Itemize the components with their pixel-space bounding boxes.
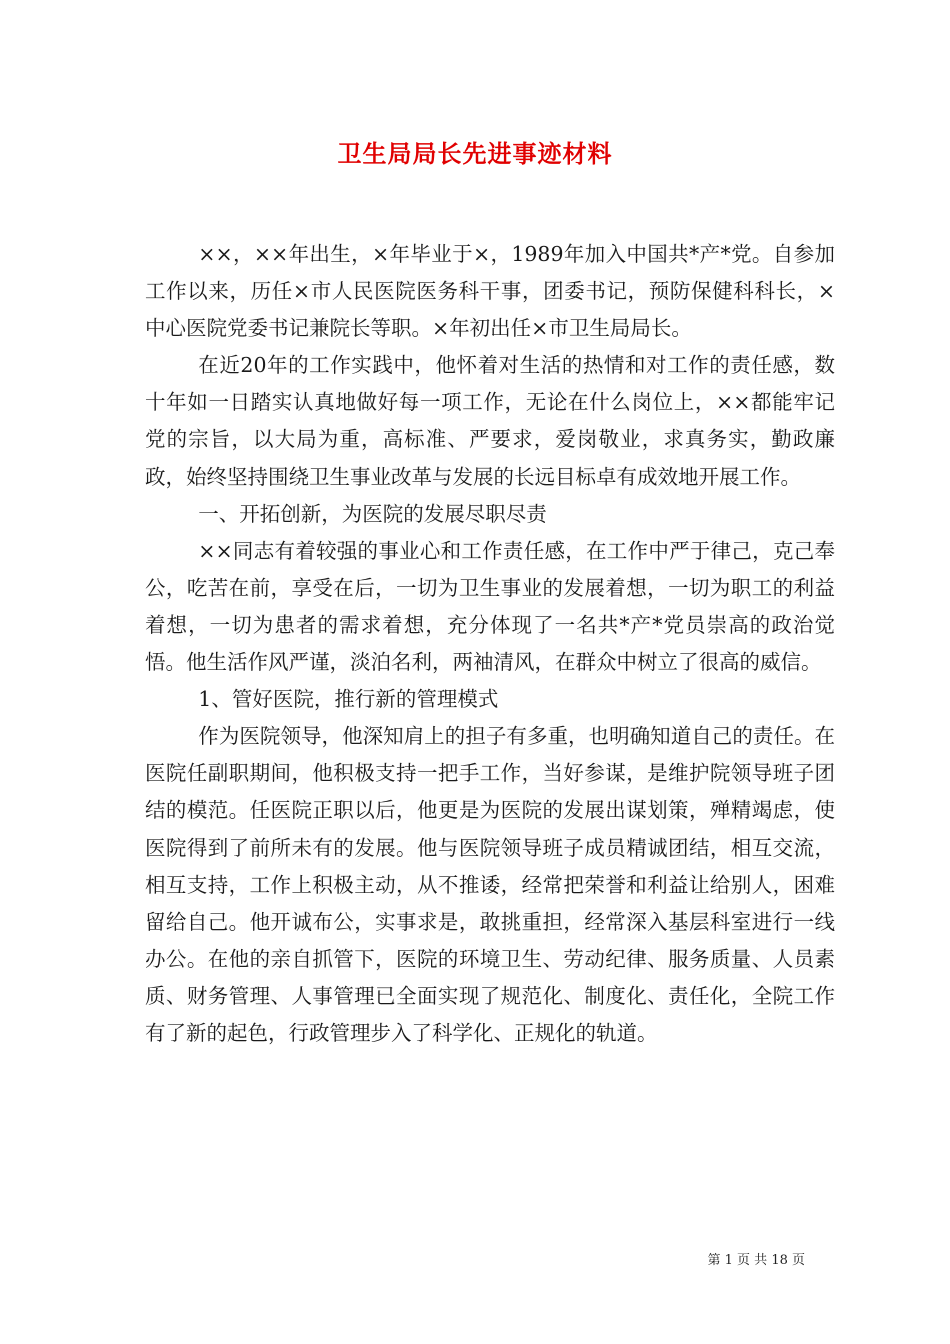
document-body (145, 236, 835, 1052)
page-number: 第 1 页 共 18 页 (707, 1253, 805, 1268)
paragraph-section-1: ××同志有着较强的事业心和工作责任感，在工作中严于律己，克己奉公，吃苦在前，享受在后，一切为卫生事业的发展着想，一切为职工的利益着想，一切为患者的需求着想，充分体现了一名共*产*党员崇高的政治觉悟。他生活作风严谨，淡泊名利，两袖清风，在群众中树立了很高的威信。 (145, 538, 835, 675)
paragraph-subsection-1: 作为医院领导，他深知肩上的担子有多重，也明确知道自己的责任。在医院任副职期间，他积极支持一把手工作，当好参谋，是维护院领导班子团结的模范。任医院正职以后，他更是为医院的发展出谋划策，殚精竭虑，使医院得到了前所未有的发展。他与医院领导班子成员精诚团结，相互交流，相互支持，工作上积极主动，从不推诿，经常把荣誉和利益让给别人，困难留给自己。他开诚布公，实事求是，敢挑重担，经常深入基层科室进行一线办公。在他的亲自抓管下，医院的环境卫生、劳动纪律、服务质量、人员素质、财务管理、人事管理已全面实现了规范化、制度化、责任化，全院工作有了新的起色，行政管理步入了科学化、正规化的轨道。 (145, 724, 835, 1045)
section-heading-1: 一、开拓创新，为医院的发展尽职尽责 (198, 501, 547, 526)
subsection-heading-1: 1、管好医院，推行新的管理模式 (198, 687, 499, 712)
paragraph-intro: ××，××年出生，×年毕业于×，1989年加入中国共*产*党。自参加工作以来，历任×市人民医院医务科干事，团委书记，预防保健科科长，×中心医院党委书记兼院长等职。×年初出任×市卫生局局长。 (145, 242, 835, 341)
paragraph-summary: 在近20年的工作实践中，他怀着对生活的热情和对工作的责任感，数十年如一日踏实认真地做好每一项工作，无论在什么岗位上，××都能牢记党的宗旨，以大局为重，高标准、严要求，爱岗敬业，求真务实，勤政廉政，始终坚持围绕卫生事业改革与发展的长远目标卓有成效地开展工作。 (145, 353, 835, 489)
document-title: 卫生局局长先进事迹材料 (337, 139, 613, 168)
